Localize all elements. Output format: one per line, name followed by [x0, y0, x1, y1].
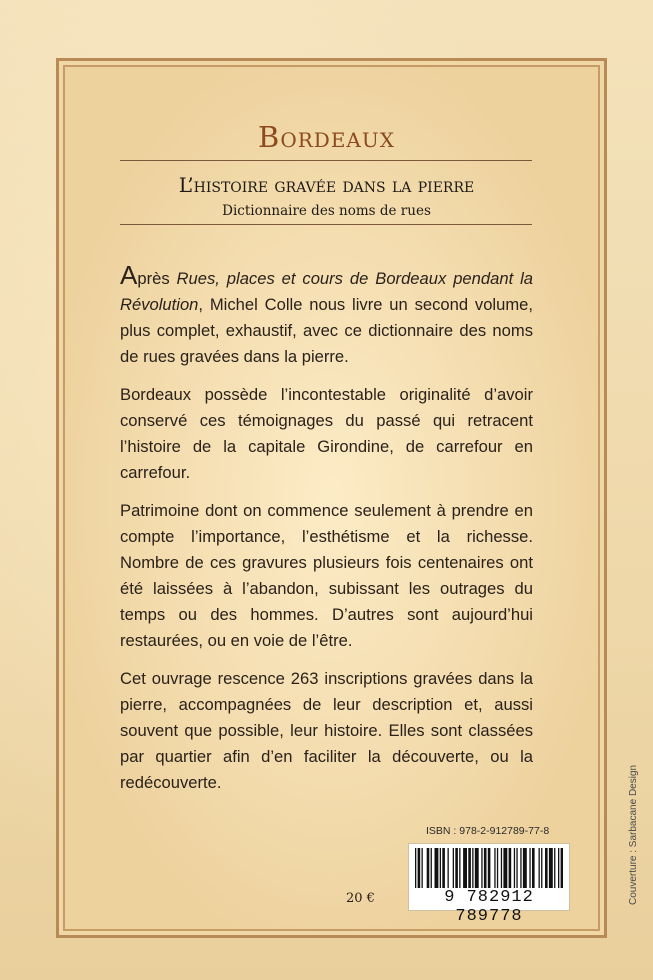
barcode-bar: [520, 848, 521, 888]
barcode-bar: [448, 848, 449, 888]
blurb-paragraph-3: Patrimoine dont on commence seulement à prendre en compte l’importance, l’esthétisme et la richesse. Nombre de ces gravures plusieurs fois centenaires ont été laissées à l’abandon, subissant les outrages du temps ou des hommes. D’autres sont aujourd’hui restaurées, ou en voie de l’être.: [120, 501, 533, 650]
drop-cap: A: [120, 260, 138, 290]
barcode-bar: [509, 848, 512, 888]
barcode-bar: [453, 848, 454, 888]
cover-credit: Couverture : Sarbacane Design: [628, 764, 639, 905]
barcode-bar: [514, 848, 515, 888]
barcode-bar: [545, 848, 548, 888]
book-subsubtitle: Dictionnaire des noms de rues: [222, 203, 431, 219]
cited-title: Rues, places et cours de Bordeaux pendant la Révolution: [120, 269, 533, 314]
barcode-bar: [418, 848, 421, 888]
barcode-bar: [442, 848, 445, 888]
barcode-bar: [435, 848, 439, 888]
barcode-bar: [523, 848, 527, 888]
barcode-bar: [440, 848, 441, 888]
title-divider-bottom: [120, 224, 532, 225]
barcode-bar: [422, 848, 423, 888]
barcode-bars: [415, 848, 563, 888]
barcode-bar: [494, 848, 495, 888]
barcode-bar: [558, 848, 559, 888]
book-title: Bordeaux: [258, 120, 395, 154]
barcode-bar: [532, 848, 535, 888]
price: 20 €: [346, 891, 375, 906]
blurb-p1-end: , Michel Colle nous livre un second volume, plus complet, exhaustif, avec ce dictionnaire des noms de rues gravées dans la pierre.: [120, 295, 533, 366]
blurb-paragraph-4: Cet ouvrage rescence 263 inscriptions gravées dans la pierre, accompagnées de leur description et, aussi souvent que possible, leur histoire. Elles sont classées par quartier afin d’en faciliter la découverte, ou la redécouverte.: [120, 669, 533, 792]
barcode-bar: [472, 848, 473, 888]
barcode-bar: [427, 848, 430, 888]
isbn-label: ISBN : 978-2-912789-77-8: [426, 825, 550, 837]
barcode-digits: 9 782912 789778: [444, 888, 534, 926]
blurb-paragraph-2: Bordeaux possède l’incontestable originalité d’avoir conservé ces témoignages du passé qui retracent l’histoire de la capitale Girondine, de carrefour en carrefour.: [120, 385, 533, 482]
barcode-bar: [431, 848, 432, 888]
barcode-bar: [549, 848, 553, 888]
barcode-bar: [455, 848, 458, 888]
barcode-bar: [516, 848, 517, 888]
barcode-bar: [501, 848, 502, 888]
blurb-paragraph-1: [120, 262, 533, 370]
barcode-bar: [503, 848, 507, 888]
barcode-bar: [415, 848, 416, 888]
barcode-bar: [484, 848, 487, 888]
barcode: [408, 843, 570, 926]
barcode-bar: [468, 848, 471, 888]
barcode-bar: [463, 848, 467, 888]
barcode-bar: [539, 848, 540, 888]
barcode-bar: [541, 848, 542, 888]
blurb-p1-start: près: [137, 269, 177, 288]
barcode-bar: [554, 848, 555, 888]
barcode-bar: [459, 848, 460, 888]
barcode-bar: [481, 848, 482, 888]
title-divider-top: [120, 160, 532, 161]
book-subtitle: L’histoire gravée dans la pierre: [178, 173, 475, 197]
barcode-bar: [488, 848, 491, 888]
barcode-bar: [529, 848, 530, 888]
barcode-bar: [475, 848, 479, 888]
blurb: [120, 262, 533, 808]
barcode-bar: [561, 848, 563, 888]
barcode-bar: [497, 848, 498, 888]
